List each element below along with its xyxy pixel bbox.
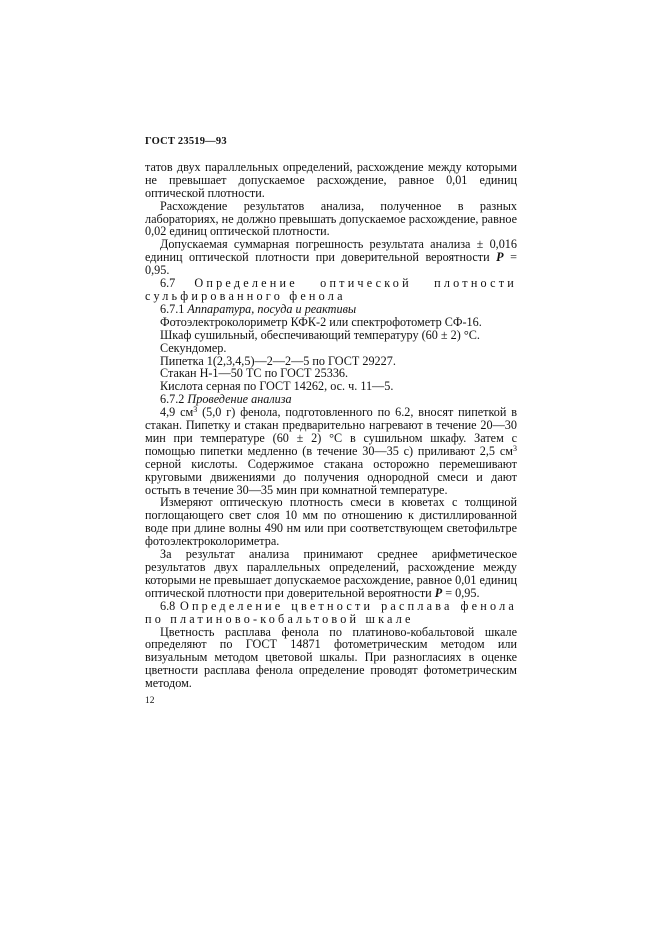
equipment-item: Кислота серная по ГОСТ 14262, ос. ч. 11—5. <box>160 379 394 394</box>
equipment-item: Шкаф сушильный, обеспечивающий температуру (60 ± 2) °С. <box>160 327 480 342</box>
probability-variable: P <box>496 250 504 265</box>
procedure-text-c: серной кислоты. Содержимое стакана осторожно перемешивают круговыми движениями до получения однородной смеси и дают остыть в течение 30—35 мин при комнатной температуре. <box>145 456 517 497</box>
section-number: 6.7 <box>160 276 176 291</box>
section-heading-6-8 <box>145 600 517 626</box>
equipment-item: Фотоэлектроколориметр КФК-2 или спектрофотометр СФ-16. <box>160 314 482 329</box>
document-page <box>145 136 517 708</box>
page-number: 12 <box>145 696 155 707</box>
equipment-item: Пипетка 1(2,3,4,5)—2—2—5 по ГОСТ 29227. <box>160 353 396 368</box>
section-heading-6-7 <box>145 277 517 303</box>
paragraph-error <box>145 238 517 277</box>
paragraph-reproducibility: Расхождение результатов анализа, полученное в разных лабораториях, не должно превышать допускаемое расхождение, равное 0,02 единиц оптической плотности. <box>145 198 517 239</box>
superscript: 3 <box>513 443 517 453</box>
paragraph-result <box>145 548 517 600</box>
subsection-heading-6-7-1 <box>145 303 517 316</box>
subsection-number: 6.7.2 <box>160 392 185 407</box>
probability-variable: P <box>434 585 443 600</box>
equipment-item: Секундомер. <box>160 340 227 355</box>
superscript: 3 <box>193 405 198 415</box>
subsection-number: 6.7.1 <box>160 301 185 316</box>
equipment-item: Стакан Н-1—50 ТС по ГОСТ 25336. <box>160 366 349 381</box>
result-text: За результат анализа принимают среднее арифметическое результатов двух параллельных определений, расхождение между которыми не превышает допускаемое расхождение, равное 0,01 единиц оптической плотности при доверительной вероятности <box>145 547 518 600</box>
running-header: ГОСТ 23519—93 <box>145 136 227 147</box>
subsection-title: Проведение анализа <box>187 392 292 407</box>
section-title: Определение оптической плотности сульфированного фенола <box>145 276 517 303</box>
paragraph-continuation: татов двух параллельных определений, расхождение между которыми не превышает допускаемое расхождение, равное 0,01 единиц оптической плотности. <box>145 159 517 200</box>
section-number: 6.8 <box>160 598 176 613</box>
procedure-text-a: 4,9 см <box>160 405 194 420</box>
procedure-text-b: (5,0 г) фенола, подготовленного по 6.2, вносят пипеткой в стакан. Пипетку и стакан предварительно нагревают в течение 20—30 мин при температуре (60 ± 2) °С в сушильном шкафу. Затем с помощью пипетки медленно (в течение 30—35 с) приливают 2,5 см <box>145 405 517 458</box>
result-value: = 0,95. <box>442 585 480 600</box>
subsection-title: Аппаратура, посуда и реактивы <box>187 301 357 316</box>
section-title: Определение цветности расплава фенола по платиново-кобальтовой шкале <box>145 598 518 626</box>
paragraph-measurement: Измеряют оптическую плотность смеси в кюветах с толщиной поглощающего свет слоя 10 мм по отношению к дистиллированной воде при длине волны 490 нм или при соответствующем светофильтре фотоэлектроколориметра. <box>145 495 517 549</box>
paragraph-error-value: = 0,95. <box>145 250 518 278</box>
paragraph-error-text: Допускаемая суммарная погрешность результата анализа ± 0,016 единиц оптической плотности при доверительной вероятности <box>145 237 517 265</box>
paragraph-procedure <box>145 406 517 496</box>
paragraph-color: Цветность расплава фенола по платиново-кобальтовой шкале определяют по ГОСТ 14871 фотометрическим методом или визуальным методом цветовой шкалы. При разногласиях в оценке цветности расплава фенола определение проводят фотометрическим методом. <box>145 624 517 691</box>
